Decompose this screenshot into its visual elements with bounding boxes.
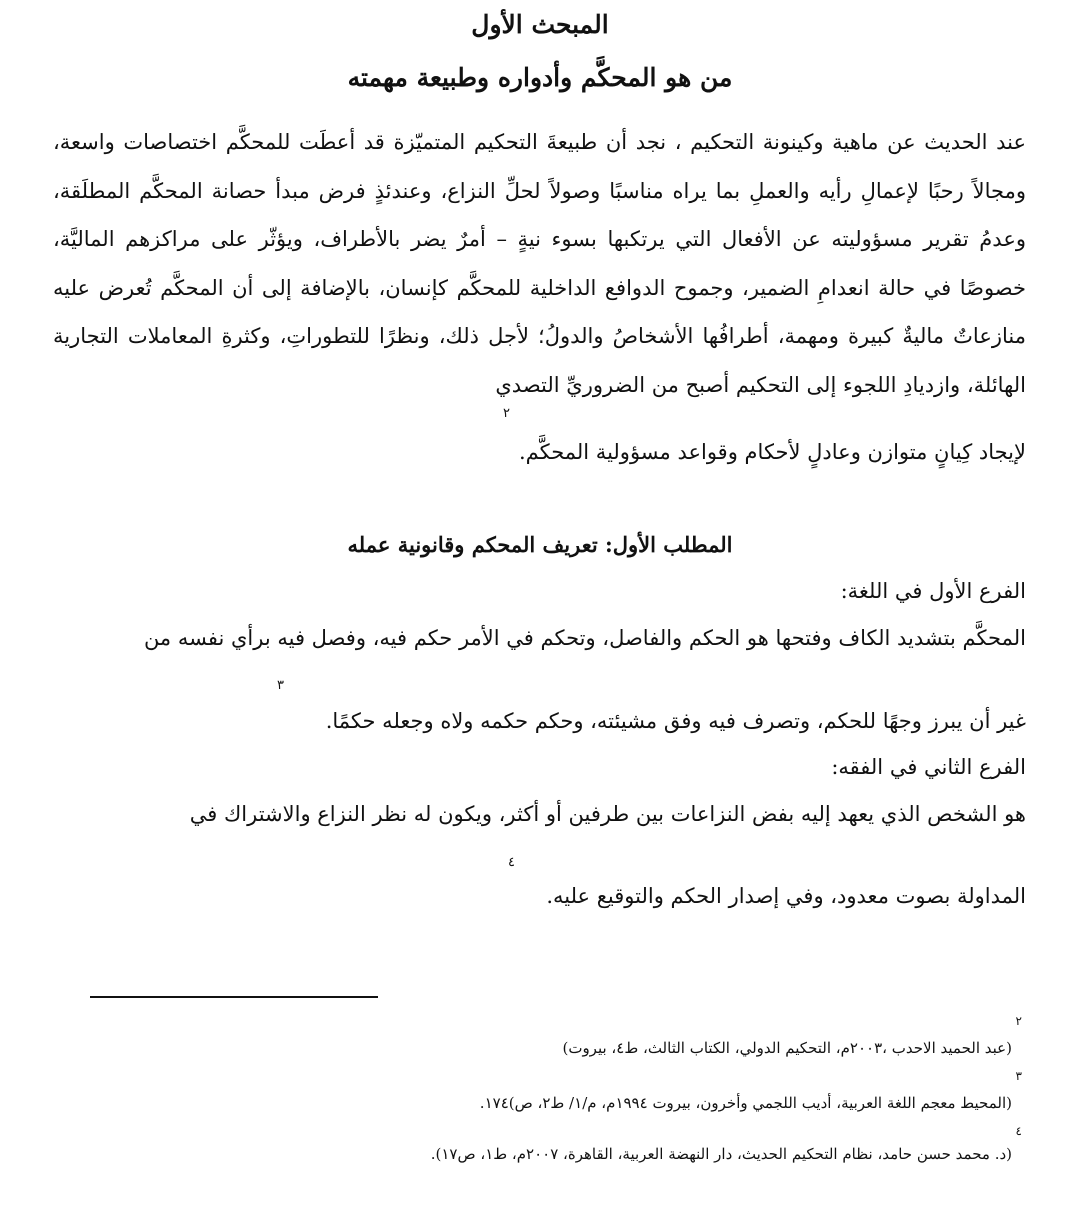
section-heading: المطلب الأول: تعريف المحكم وقانونية عمله — [347, 532, 733, 557]
footnote-ref-3[interactable]: ٣ — [277, 678, 284, 693]
footnote-ref-2[interactable]: ٢ — [503, 406, 510, 421]
chapter-subtitle: من هو المحكَّم وأدواره وطبيعة مهمته — [347, 63, 733, 92]
footnote-number: ٤ — [1015, 1124, 1022, 1138]
branch1-title: الفرع الأول في اللغة: — [840, 579, 1026, 603]
branch2-title: الفرع الثاني في الفقه: — [831, 755, 1026, 779]
footnote-text: (عبد الحميد الاحدب ،٢٠٠٣م، التحكيم الدولي، الكتاب الثالث، ط٤، بيروت) — [562, 1039, 1012, 1057]
branch1-last-line: غير أن يبرز وجهًا للحكم، وتصرف فيه وفق مشيئته، وحكم حكمه ولاه وجعله حكمًا. — [325, 709, 1026, 733]
footnote-text: (د. محمد حسن حامد، نظام التحكيم الحديث، دار النهضة العربية، القاهرة، ٢٠٠٧م، ط١، ص١٧). — [430, 1145, 1012, 1163]
footnote-ref-4[interactable]: ٤ — [508, 855, 515, 870]
footnote-text: (المحيط معجم اللغة العربية، أديب اللجمي وأخرون، بيروت ١٩٩٤م، م/١/ ط٢، ص)١٧٤. — [479, 1094, 1012, 1112]
footnote-separator — [90, 996, 378, 998]
footnote-number: ٣ — [1015, 1069, 1022, 1083]
intro-paragraph: عند الحديث عن ماهية وكينونة التحكيم ، نجد أن طبيعةَ التحكيم المتميّزة قد أعطَت للمحكَّم اختصاصات واسعة، ومجالاً رحبًا لإعمالِ رأيه والعملِ بما يراه مناسبًا وصولاً لحلِّ النزاع، وعندئذٍ فرض مبدأ حصانة المحكَّم المطلَقة، وعدمُ تقرير مسؤوليته عن الأفعال التي يرتكبها بسوء نيةٍ – أمرٌ يضر بالأطراف، ويؤثّر على مراكزهم الماليَّة، خصوصًا في حالة انعدامِ الضمير، وجموح الدوافع الداخلية للمحكَّم كإنسان، بالإضافة إلى أن المحكَّم تُعرض عليه منازعاتٌ ماليةٌ كبيرة ومهمة، أطرافُها الأشخاصُ والدولُ؛ لأجل ذلك، ونظرًا للتطوراتِ، وكثرةِ المعاملات التجارية الهائلة، وازديادِ اللجوء إلى التحكيم أصبح من الضروريِّ التصدي — [53, 130, 1026, 397]
branch1-paragraph: المحكَّم بتشديد الكاف وفتحها هو الحكم والفاصل، وتحكم في الأمر حكم فيه، وفصل فيه برأي نفسه من — [143, 626, 1026, 650]
branch2-paragraph: هو الشخص الذي يعهد إليه بفض النزاعات بين طرفين أو أكثر، ويكون له نظر النزاع والاشتراك في — [189, 802, 1026, 826]
footnote-number: ٢ — [1015, 1014, 1022, 1028]
branch2-last-line: المداولة بصوت معدود، وفي إصدار الحكم والتوقيع عليه. — [546, 884, 1026, 908]
chapter-title: المبحث الأول — [471, 10, 609, 39]
intro-last-line: لإيجاد كِيانٍ متوازن وعادلٍ لأحكام وقواعد مسؤولية المحكَّم. — [518, 440, 1026, 464]
